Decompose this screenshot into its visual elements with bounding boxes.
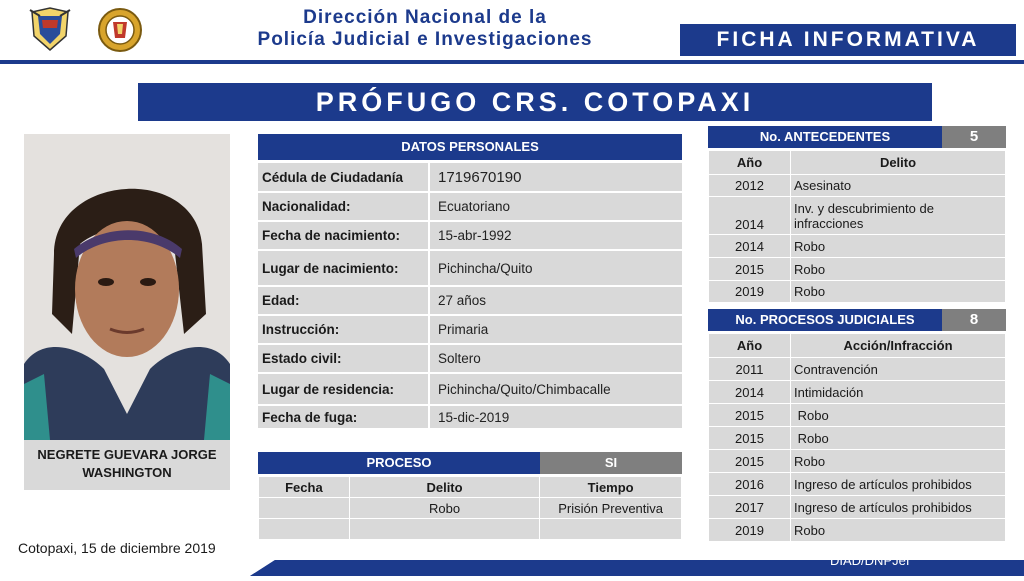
antecedente-delito: Robo xyxy=(791,281,1006,303)
column-header: Delito xyxy=(349,477,539,498)
proceso-status: SI xyxy=(540,452,682,474)
proceso-tiempo xyxy=(540,519,682,540)
personal-data-header: DATOS PERSONALES xyxy=(258,134,682,160)
header-title-line2: Policía Judicial e Investigaciones xyxy=(257,29,593,50)
suspect-name xyxy=(24,440,230,490)
suspect-photo xyxy=(24,134,230,440)
personal-label: Fecha de nacimiento: xyxy=(258,222,430,249)
proceso-fecha xyxy=(259,498,350,519)
proceso-fecha xyxy=(259,519,350,540)
proceso-accion: Ingreso de artículos prohibidos xyxy=(791,473,1006,496)
personal-value: 15-dic-2019 xyxy=(430,406,682,428)
personal-value: Pichincha/Quito/Chimbacalle xyxy=(430,374,682,404)
table-row xyxy=(709,450,1006,473)
antecedente-year: 2012 xyxy=(709,175,791,197)
personal-label: Estado civil: xyxy=(258,345,430,372)
antecedentes-columns xyxy=(709,151,1006,175)
personal-label: Edad: xyxy=(258,287,430,314)
column-header: Fecha xyxy=(259,477,350,498)
suspect-name-line2: WASHINGTON xyxy=(82,465,172,480)
table-row xyxy=(709,197,1006,235)
antecedentes-header: No. ANTECEDENTES xyxy=(708,126,942,148)
header-title-line1: Dirección Nacional de la xyxy=(303,7,547,28)
personal-row-nacionalidad xyxy=(258,193,682,220)
personal-row-fecha-nacimiento xyxy=(258,222,682,249)
table-row xyxy=(709,258,1006,281)
proceso-accion: Robo xyxy=(791,427,1006,450)
personal-label: Nacionalidad: xyxy=(258,193,430,220)
proceso-accion: Ingreso de artículos prohibidos xyxy=(791,496,1006,519)
column-header: Año xyxy=(709,151,791,175)
antecedente-year: 2014 xyxy=(709,197,791,235)
procesos-table xyxy=(708,333,1006,542)
ficha-informativa-label: FICHA INFORMATIVA xyxy=(680,24,1016,56)
proceso-year: 2011 xyxy=(709,358,791,381)
personal-row-fecha-fuga xyxy=(258,406,682,428)
personal-row-residencia xyxy=(258,374,682,404)
personal-label: Instrucción: xyxy=(258,316,430,343)
personal-value: Ecuatoriano xyxy=(430,193,682,220)
antecedente-delito: Asesinato xyxy=(791,175,1006,197)
antecedente-year: 2015 xyxy=(709,258,791,281)
footer-date: Cotopaxi, 15 de diciembre 2019 xyxy=(18,540,216,556)
table-row xyxy=(709,235,1006,258)
proceso-accion: Robo xyxy=(791,404,1006,427)
column-header: Delito xyxy=(791,151,1006,175)
table-row xyxy=(709,473,1006,496)
personal-label: Lugar de nacimiento: xyxy=(258,251,430,285)
page-banner: PRÓFUGO CRS. COTOPAXI xyxy=(138,83,932,121)
table-row xyxy=(709,519,1006,542)
table-row xyxy=(709,496,1006,519)
personal-value: Soltero xyxy=(430,345,682,372)
header-divider xyxy=(0,60,1024,64)
header-title xyxy=(170,7,680,51)
antecedente-year: 2014 xyxy=(709,235,791,258)
column-header: Año xyxy=(709,334,791,358)
table-row xyxy=(709,381,1006,404)
personal-label: Fecha de fuga: xyxy=(258,406,430,428)
proceso-year: 2014 xyxy=(709,381,791,404)
footer-code: DIAD/DNPJeI xyxy=(830,553,910,568)
column-header: Acción/Infracción xyxy=(791,334,1006,358)
table-row xyxy=(709,404,1006,427)
personal-value: 15-abr-1992 xyxy=(430,222,682,249)
personal-row-instruccion xyxy=(258,316,682,343)
proceso-year: 2015 xyxy=(709,450,791,473)
procesos-header: No. PROCESOS JUDICIALES xyxy=(708,309,942,331)
procesos-columns xyxy=(709,334,1006,358)
column-header: Tiempo xyxy=(540,477,682,498)
table-row xyxy=(259,519,682,540)
proceso-year: 2019 xyxy=(709,519,791,542)
proceso-header: PROCESO xyxy=(258,452,540,474)
antecedente-delito: Robo xyxy=(791,235,1006,258)
personal-row-estado-civil xyxy=(258,345,682,372)
personal-row-edad xyxy=(258,287,682,314)
proceso-delito: Robo xyxy=(349,498,539,519)
procesos-count: 8 xyxy=(942,309,1006,331)
proceso-year: 2016 xyxy=(709,473,791,496)
proceso-accion: Robo xyxy=(791,450,1006,473)
personal-data-table xyxy=(258,161,682,430)
police-emblem-icon xyxy=(96,6,144,54)
personal-value: Pichincha/Quito xyxy=(430,251,682,285)
police-shield-icon xyxy=(28,6,72,54)
table-row xyxy=(709,281,1006,303)
proceso-table xyxy=(258,476,682,540)
antecedente-delito: Inv. y descubrimiento de infracciones xyxy=(791,197,1006,235)
proceso-accion: Intimidación xyxy=(791,381,1006,404)
personal-value: 1719670190 xyxy=(430,163,682,191)
table-row xyxy=(709,175,1006,197)
antecedentes-table xyxy=(708,150,1006,303)
antecedente-delito: Robo xyxy=(791,258,1006,281)
proceso-year: 2017 xyxy=(709,496,791,519)
proceso-tiempo: Prisión Preventiva xyxy=(540,498,682,519)
table-row xyxy=(259,498,682,519)
antecedentes-count: 5 xyxy=(942,126,1006,148)
personal-row-lugar-nacimiento xyxy=(258,251,682,285)
table-row xyxy=(709,358,1006,381)
proceso-delito xyxy=(349,519,539,540)
table-row xyxy=(709,427,1006,450)
personal-row-cedula xyxy=(258,163,682,191)
personal-value: Primaria xyxy=(430,316,682,343)
proceso-accion: Robo xyxy=(791,519,1006,542)
proceso-columns xyxy=(259,477,682,498)
personal-label: Cédula de Ciudadanía xyxy=(258,163,430,191)
proceso-accion: Contravención xyxy=(791,358,1006,381)
proceso-year: 2015 xyxy=(709,427,791,450)
antecedente-year: 2019 xyxy=(709,281,791,303)
proceso-year: 2015 xyxy=(709,404,791,427)
personal-value: 27 años xyxy=(430,287,682,314)
personal-label: Lugar de residencia: xyxy=(258,374,430,404)
suspect-name-line1: NEGRETE GUEVARA JORGE xyxy=(37,447,217,462)
